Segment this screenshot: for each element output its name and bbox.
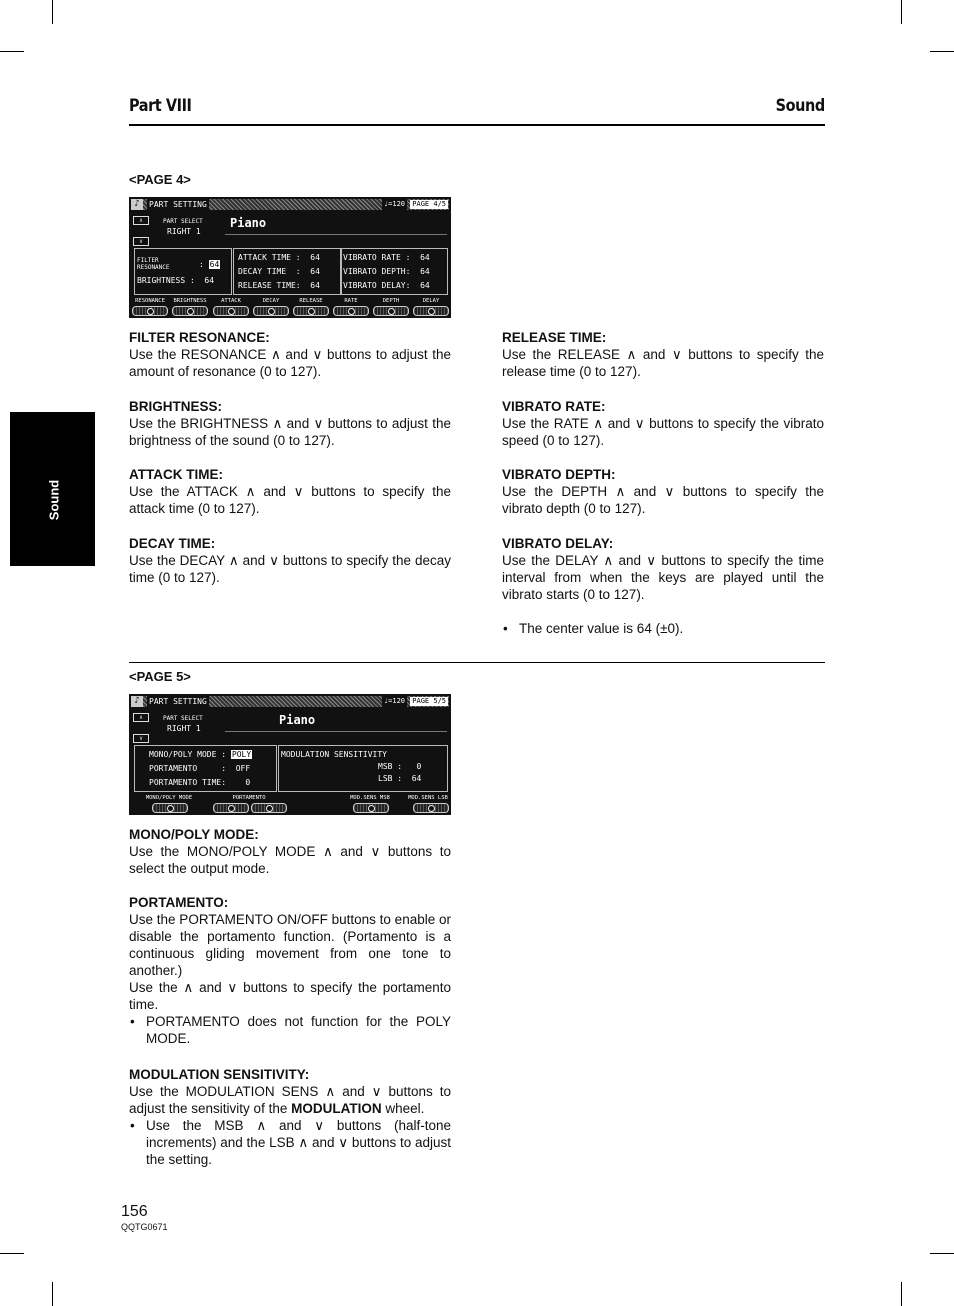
part-select-label: PART SELECT: [163, 715, 203, 722]
lcd-release: RELEASE TIME: 64: [238, 281, 320, 290]
part-select-value: RIGHT 1: [167, 724, 201, 733]
crop-mark: [930, 1253, 954, 1254]
section-modulation-sensitivity: [129, 1066, 451, 1168]
lcd-button-label: RESONANCE: [135, 298, 165, 304]
portamento-on-off-button[interactable]: [213, 803, 249, 813]
crop-mark: [52, 0, 53, 24]
rate-button[interactable]: [333, 306, 369, 316]
lcd-titlebar: [131, 199, 449, 210]
lcd-vibrato-depth: VIBRATO DEPTH: 64: [343, 267, 430, 276]
crop-mark: [52, 1282, 53, 1306]
lcd-page4: ♪ PART SETTING ♩=120 PAGE 4/5 ∧ ∨ PART SELECT RIGHT 1 Piano FILTER RESONANCE : 64 BRIGHTNESS : 64 ATTACK TIME : 64 DECAY TIME : 64 RELEASE TIME: 64 VIBRATO RATE : 64 VIBRATO DEPTH: 64 VIBRATO DELAY: 64 RESONANCE BRIGHTNESS ATTACK DECAY RELEASE RATE DEPTH DELAY: [129, 197, 451, 318]
section-title: RELEASE TIME:: [502, 330, 607, 345]
header-rule: [129, 124, 825, 126]
section-vibrato-delay: [502, 535, 824, 603]
mod-sens-msb-button[interactable]: [353, 803, 389, 813]
crop-mark: [930, 51, 954, 52]
section-filter-resonance: [129, 329, 451, 380]
bullet-text: • PORTAMENTO does not function for the POLY MODE.: [129, 1013, 451, 1047]
voice-name: Piano: [279, 713, 316, 727]
lcd-button-label: RATE: [344, 298, 358, 304]
section-vibrato-depth: [502, 466, 824, 517]
page-number: 156: [121, 1203, 148, 1220]
header-part: Part VIII: [129, 96, 192, 116]
lcd-button-label: DECAY: [262, 298, 280, 304]
lcd-portamento-time: PORTAMENTO TIME: 0: [149, 778, 251, 787]
section-title: DECAY TIME:: [129, 536, 216, 551]
lcd-mod-sens-label: MODULATION SENSITIVITY: [281, 750, 387, 759]
lcd-button-label: DEPTH: [382, 298, 400, 304]
section-text: Use the ∧ and ∨ buttons to specify the portamento time.: [129, 980, 451, 1012]
lcd-brightness: BRIGHTNESS : 64: [137, 276, 215, 285]
lcd-vibrato-rate: VIBRATO RATE : 64: [343, 253, 430, 262]
part-up-arrow-icon[interactable]: ∧: [133, 713, 149, 722]
portamento-time-button[interactable]: [251, 803, 287, 813]
voice-underline: [225, 731, 447, 732]
section-text: Use the DECAY ∧ and ∨ buttons to specify the decay time (0 to 127).: [129, 553, 451, 585]
section-title: BRIGHTNESS:: [129, 399, 223, 414]
part-down-arrow-icon[interactable]: ∨: [133, 237, 149, 246]
section-title: MODULATION SENSITIVITY:: [129, 1067, 310, 1082]
brightness-button[interactable]: [172, 306, 208, 316]
lcd-button-label: MOD.SENS LSB: [408, 795, 448, 801]
section-text: Use the DELAY ∧ and ∨ buttons to specify the time interval from when the keys are played until the vibrato starts (0 to 127).: [502, 553, 824, 602]
lcd-title: PART SETTING: [149, 200, 207, 209]
depth-button[interactable]: [373, 306, 409, 316]
part-select-label: PART SELECT: [163, 218, 203, 225]
lcd-titlebar: [131, 696, 449, 707]
section-text: Use the RESONANCE ∧ and ∨ buttons to adjust the amount of resonance (0 to 127).: [129, 347, 451, 379]
side-tab-label: Sound: [46, 479, 62, 521]
section-text: Use the PORTAMENTO ON/OFF buttons to enable or disable the portamento function. (Portamento is a continuous gliding movement from one tone to another.): [129, 912, 451, 978]
section-text: Use the BRIGHTNESS ∧ and ∨ buttons to adjust the brightness of the sound (0 to 127).: [129, 416, 451, 448]
lcd-button-label: PORTAMENTO: [232, 795, 266, 801]
lcd-button-label: MONO/POLY MODE: [145, 795, 193, 801]
section-vibrato-rate: [502, 398, 824, 449]
document-code: QQTG0671: [121, 1222, 168, 1232]
lcd-page5: [129, 694, 451, 815]
note-center-value: [502, 620, 824, 637]
lcd-vibrato-delay: VIBRATO DELAY: 64: [343, 281, 430, 290]
page5-label: <PAGE 5>: [129, 669, 191, 684]
page4-label: <PAGE 4>: [129, 172, 191, 187]
mod-sens-lsb-button[interactable]: [413, 803, 449, 813]
section-attack-time: [129, 466, 451, 517]
part-icon: ♪: [131, 199, 143, 210]
lcd-button-label: BRIGHTNESS: [173, 298, 207, 304]
mono-poly-mode-button[interactable]: [152, 803, 188, 813]
section-text: Use the MONO/POLY MODE ∧ and ∨ buttons to select the output mode.: [129, 844, 451, 876]
section-portamento: [129, 894, 451, 1047]
section-decay-time: [129, 535, 451, 586]
lcd-button-label: MOD.SENS MSB: [350, 795, 390, 801]
crop-mark: [0, 1253, 24, 1254]
lcd-msb: MSB : 0: [378, 762, 422, 771]
crop-mark: [901, 0, 902, 24]
side-tab: [10, 412, 95, 566]
section-title: ATTACK TIME:: [129, 467, 223, 482]
lcd-mono-poly-label: MONO/POLY MODE :: [149, 750, 227, 759]
section-text: Use the RATE ∧ and ∨ buttons to specify the vibrato speed (0 to 127).: [502, 416, 824, 448]
section-title: FILTER RESONANCE:: [129, 330, 270, 345]
lcd-attack: ATTACK TIME : 64: [238, 253, 320, 262]
voice-underline: [225, 234, 447, 235]
crop-mark: [0, 51, 24, 52]
section-text: Use the DEPTH ∧ and ∨ buttons to specify the vibrato depth (0 to 127).: [502, 484, 824, 516]
section-mono-poly-mode: [129, 826, 451, 877]
lcd-button-label: ATTACK: [221, 298, 241, 304]
lcd-lsb: LSB : 64: [378, 774, 422, 783]
lcd-mono-poly-value: POLY: [231, 750, 252, 759]
section-divider: [129, 662, 825, 663]
section-brightness: [129, 398, 451, 449]
release-button[interactable]: [293, 306, 329, 316]
part-up-arrow-icon[interactable]: ∧: [133, 216, 149, 225]
section-text: Use the ATTACK ∧ and ∨ buttons to specify the attack time (0 to 127).: [129, 484, 451, 516]
section-text: wheel.: [381, 1101, 425, 1116]
lcd-filter-label: FILTER: [137, 257, 159, 264]
section-title: PORTAMENTO:: [129, 895, 229, 910]
section-title: VIBRATO RATE:: [502, 399, 606, 414]
lcd-button-label: RELEASE: [299, 298, 323, 304]
header-section: Sound: [775, 96, 825, 116]
crop-mark: [901, 1282, 902, 1306]
lcd-tempo: ♩=120: [383, 200, 405, 208]
lcd-resonance-value: 64: [209, 260, 220, 269]
resonance-button[interactable]: [132, 306, 168, 316]
section-title: VIBRATO DEPTH:: [502, 467, 616, 482]
section-title: MONO/POLY MODE:: [129, 827, 259, 842]
lcd-portamento: PORTAMENTO : OFF: [149, 764, 251, 773]
part-select-value: RIGHT 1: [167, 227, 201, 236]
attack-button[interactable]: [213, 306, 249, 316]
lcd-tempo: ♩=120: [383, 697, 405, 705]
section-release-time: [502, 329, 824, 380]
lcd-page-indicator: PAGE 4/5: [412, 200, 446, 208]
bullet-text: • The center value is 64 (±0).: [502, 620, 824, 637]
section-title: VIBRATO DELAY:: [502, 536, 614, 551]
lcd-title: PART SETTING: [149, 697, 207, 706]
lcd-resonance-label: RESONANCE: [137, 264, 170, 271]
bullet-text: • Use the MSB ∧ and ∨ buttons (half-tone increments) and the LSB ∧ and ∨ buttons to adjust the setting.: [129, 1117, 451, 1168]
delay-button[interactable]: [413, 306, 449, 316]
decay-button[interactable]: [253, 306, 289, 316]
part-icon: ♪: [131, 696, 143, 707]
lcd-decay: DECAY TIME : 64: [238, 267, 320, 276]
section-text: Use the RELEASE ∧ and ∨ buttons to specify the release time (0 to 127).: [502, 347, 824, 379]
section-text: Use the MODULATION SENS ∧ and ∨ buttons to adjust the sensitivity of the: [129, 1084, 451, 1116]
lcd-page-indicator: PAGE 5/5: [412, 697, 446, 705]
voice-name: Piano: [230, 216, 267, 230]
section-text-bold: MODULATION: [291, 1101, 382, 1116]
lcd-box-filter: [134, 248, 232, 295]
lcd-button-label: DELAY: [422, 298, 440, 304]
part-down-arrow-icon[interactable]: ∨: [133, 734, 149, 743]
